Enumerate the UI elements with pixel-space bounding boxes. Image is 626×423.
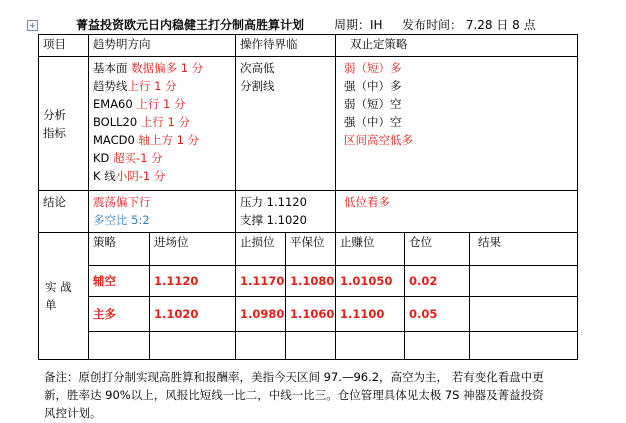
empty-cell bbox=[286, 332, 336, 360]
strategy-line: 强（中）空 bbox=[344, 115, 402, 129]
trend-line: 基本面 数据偏多 1 分 bbox=[93, 61, 204, 75]
strategy-line: 弱（短）多 bbox=[344, 61, 402, 75]
publish-time-text: 发布时间： 7.28 日 8 点 bbox=[402, 18, 536, 32]
trend-line: MACD0 轴上方 1 分 bbox=[93, 133, 200, 147]
conclusion-ratio: 多空比 5:2 bbox=[93, 213, 150, 227]
battle-header: 止损位 bbox=[236, 233, 286, 266]
strategy-cell bbox=[336, 57, 578, 191]
header-operate: 操作待界临 bbox=[236, 35, 336, 57]
trend-line: BOLL20 上行 1 分 bbox=[93, 115, 190, 129]
header-row bbox=[39, 35, 578, 57]
trade-target: 1.01050 bbox=[336, 266, 405, 297]
battle-header: 结果 bbox=[470, 233, 578, 266]
conclusion-strategy: 低位看多 bbox=[336, 191, 578, 233]
operate-cell bbox=[236, 57, 336, 191]
conclusion-levels bbox=[236, 191, 336, 233]
trade-entry: 1.1120 bbox=[150, 266, 236, 297]
plan-table bbox=[38, 34, 578, 360]
empty-cell bbox=[336, 332, 405, 360]
strategy-line: 强（中）多 bbox=[344, 79, 402, 93]
trade-result bbox=[470, 297, 578, 332]
period-text: 周期：IH bbox=[334, 18, 383, 32]
analysis-label bbox=[39, 57, 89, 191]
header-trend: 趋势明方向 bbox=[89, 35, 236, 57]
trade-strategy: 主多 bbox=[89, 297, 150, 332]
battle-header-row bbox=[39, 233, 578, 266]
strategy-line: 区间高空低多 bbox=[344, 133, 413, 147]
analysis-label-line: 指标 bbox=[43, 125, 66, 140]
page-title: 菁益投资欧元日内稳健王打分制高胜算计划 bbox=[76, 18, 305, 32]
trade-entry: 1.1020 bbox=[150, 297, 236, 332]
empty-cell bbox=[470, 332, 578, 360]
table-row bbox=[39, 297, 578, 332]
conclusion-label: 结论 bbox=[39, 191, 89, 233]
conclusion-trend bbox=[89, 191, 236, 233]
table-move-handle[interactable]: + bbox=[27, 20, 38, 31]
operate-line: 次高低 bbox=[240, 61, 275, 75]
battle-label-line: 实 战 bbox=[45, 280, 72, 294]
header-strategy: 双止定策略 bbox=[336, 35, 578, 57]
battle-header: 仓位 bbox=[405, 233, 470, 266]
strategy-line: 弱（短）空 bbox=[344, 97, 402, 111]
battle-header: 平保位 bbox=[286, 233, 336, 266]
trend-line: KD 超买-1 分 bbox=[93, 151, 163, 165]
trend-cell bbox=[89, 57, 236, 191]
battle-header: 进场位 bbox=[150, 233, 236, 266]
trend-line: EMA60 上行 1 分 bbox=[93, 97, 186, 111]
footnote: 备注：原创打分制实现高胜算和报酬率，美指今天区间 97.—96.2，高空为主， 若有变化看盘中更新，胜率达 90%以上，风报比短线一比二，中线一比三。仓位管理具体见太极 7S 神器及菁益投资风控计划。 bbox=[44, 370, 544, 420]
empty-cell bbox=[150, 332, 236, 360]
battle-header: 止赚位 bbox=[336, 233, 405, 266]
trade-position: 0.02 bbox=[405, 266, 470, 297]
battle-header: 策略 bbox=[89, 233, 150, 266]
conclusion-row bbox=[39, 191, 578, 233]
empty-cell bbox=[405, 332, 470, 360]
table-row bbox=[39, 266, 578, 297]
empty-cell bbox=[89, 332, 150, 360]
trade-strategy: 辅空 bbox=[89, 266, 150, 297]
trade-result bbox=[470, 266, 578, 297]
conclusion-line: 震荡偏下行 bbox=[93, 195, 151, 209]
analysis-label-line: 分析 bbox=[43, 107, 66, 122]
trade-stop: 1.1170 bbox=[236, 266, 286, 297]
trend-line: K 线小阴-1 分 bbox=[93, 169, 166, 183]
pressure-level: 压力 1.1120 bbox=[240, 195, 307, 209]
battle-label-line: 单 bbox=[45, 298, 57, 312]
trade-breakeven: 1.1080 bbox=[286, 266, 336, 297]
trade-stop: 1.0980 bbox=[236, 297, 286, 332]
operate-line: 分割线 bbox=[240, 79, 275, 93]
trade-breakeven: 1.1060 bbox=[286, 297, 336, 332]
support-level: 支撑 1.1020 bbox=[240, 213, 307, 227]
analysis-row bbox=[39, 57, 578, 191]
trade-target: 1.1100 bbox=[336, 297, 405, 332]
trend-line: 趋势线上行 1 分 bbox=[93, 79, 177, 93]
battle-label bbox=[39, 233, 89, 360]
trade-position: 0.05 bbox=[405, 297, 470, 332]
empty-cell bbox=[236, 332, 286, 360]
table-row-empty bbox=[39, 332, 578, 360]
header-item: 项目 bbox=[39, 35, 89, 57]
